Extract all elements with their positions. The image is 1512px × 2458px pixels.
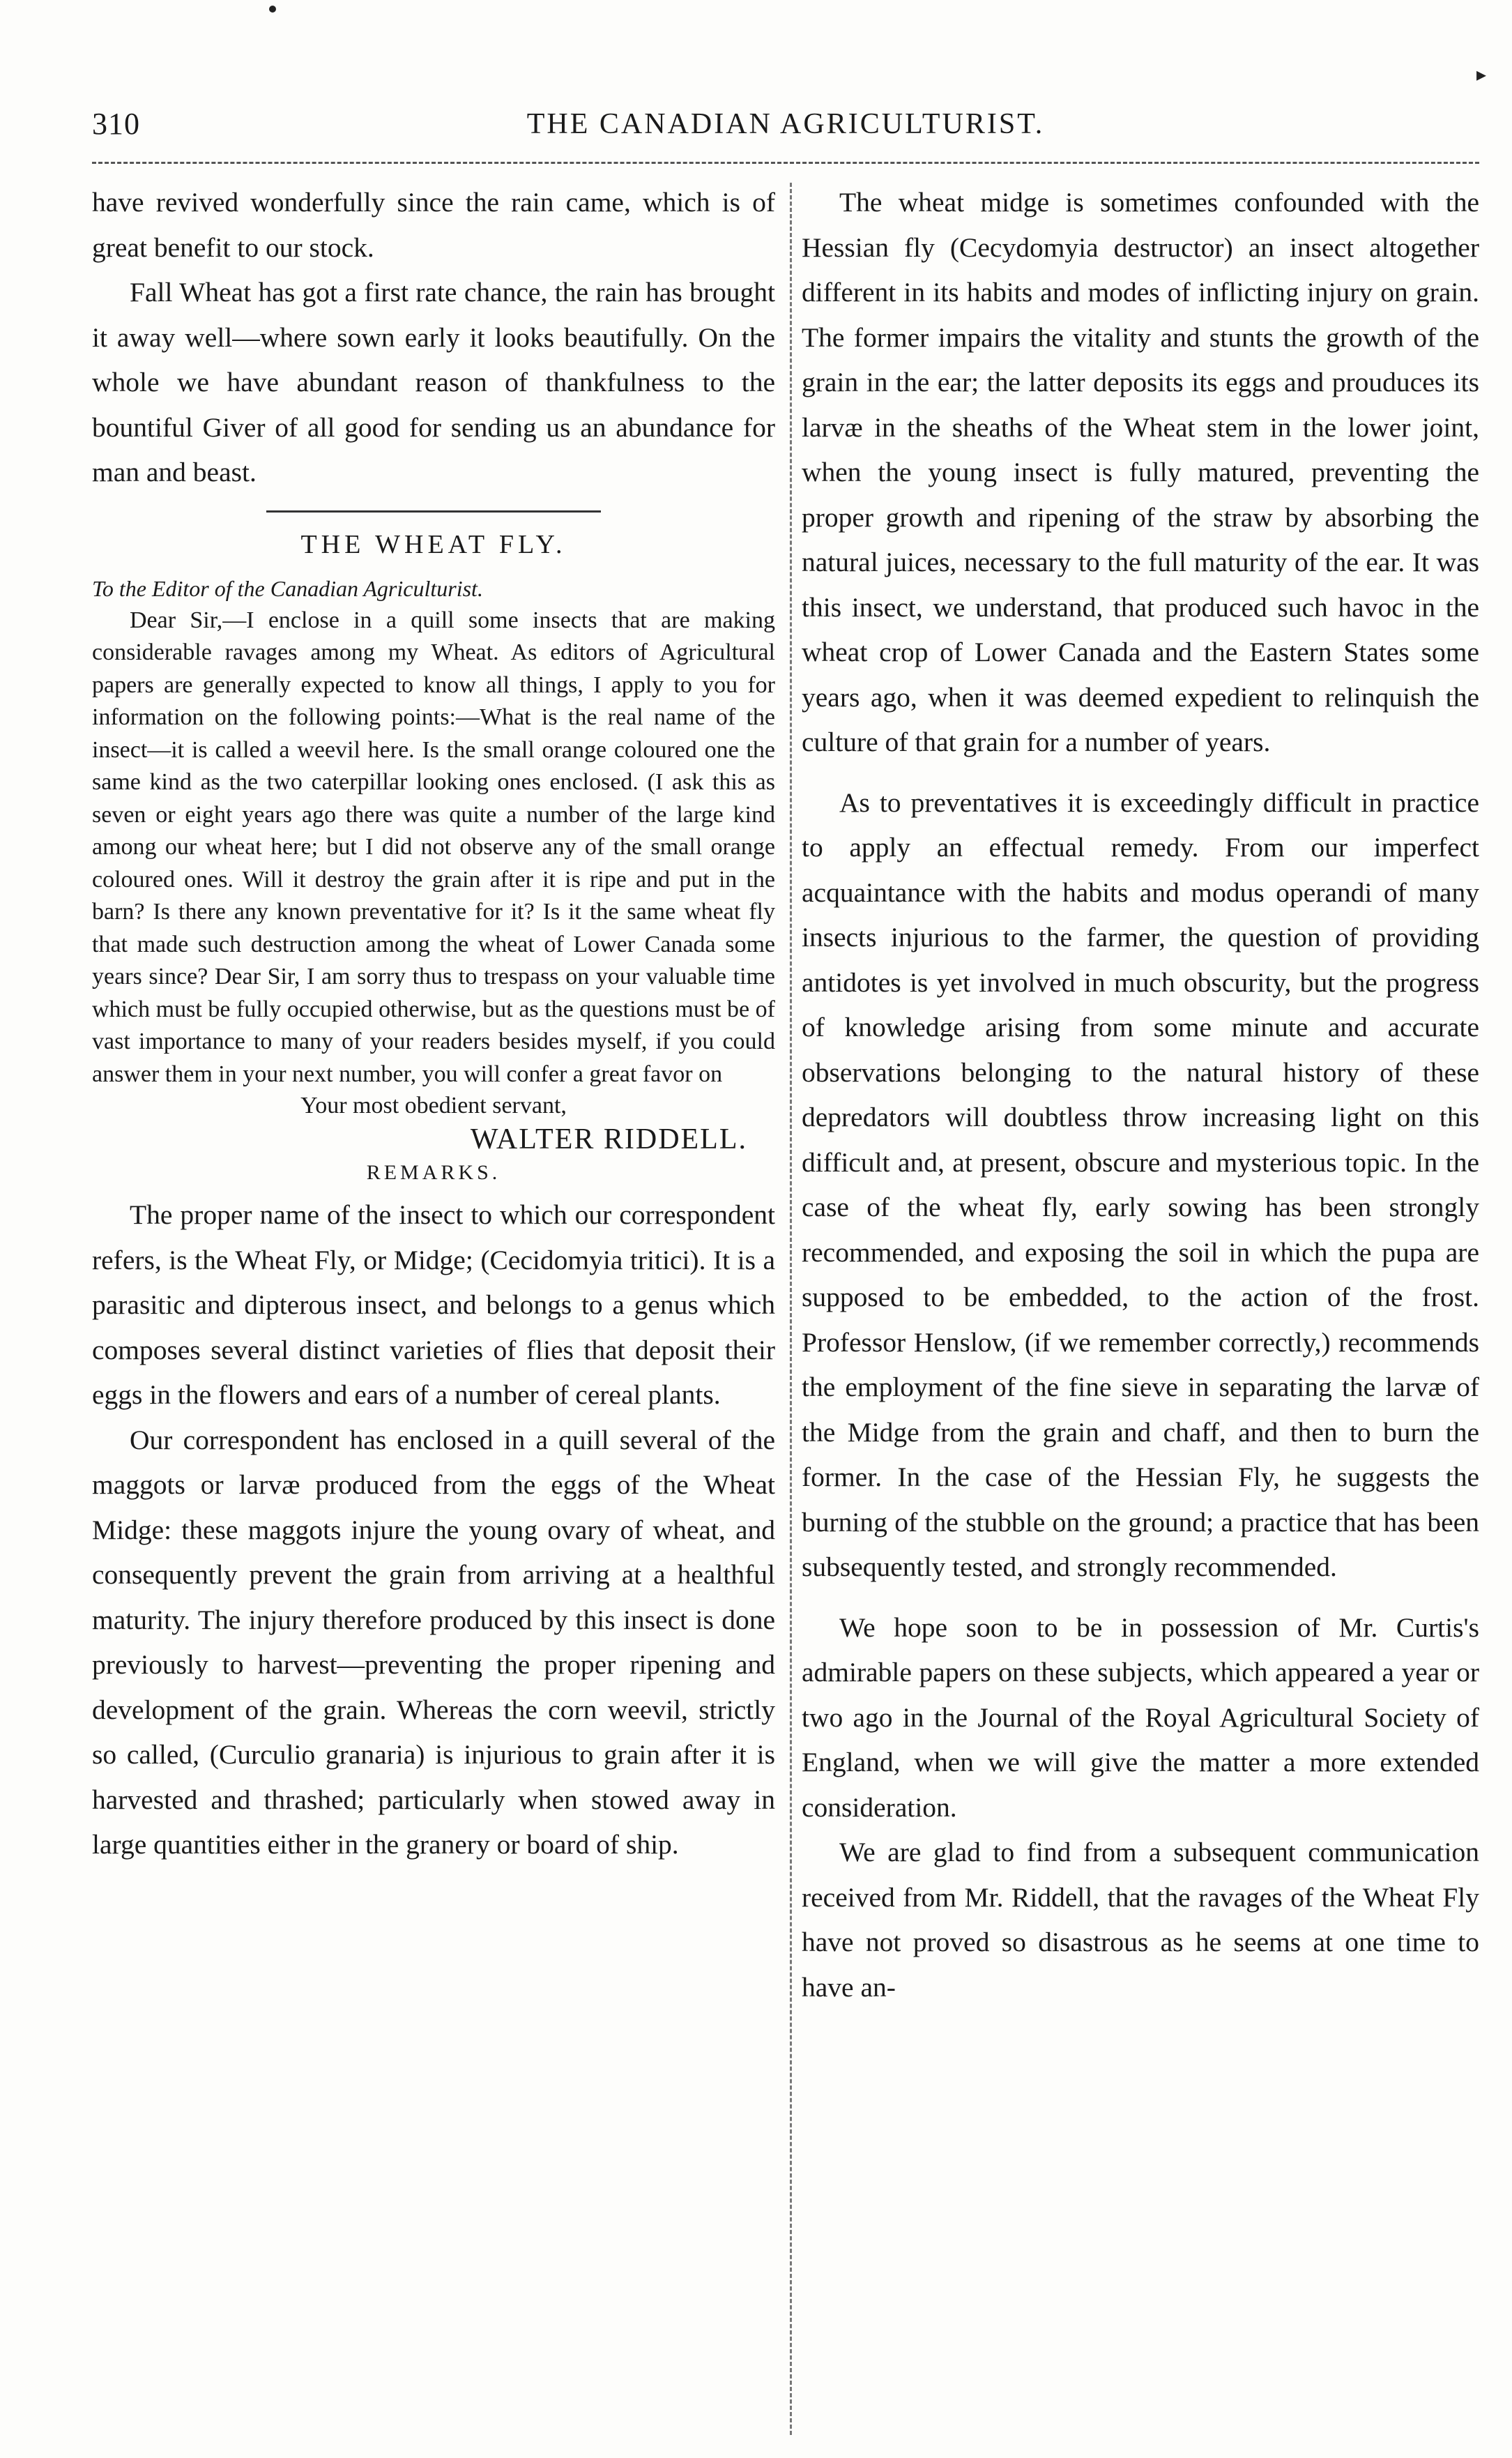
paragraph: have revived wonderfully since the rain came, which is of great benefit to our stock. xyxy=(92,187,775,263)
letter-signature: WALTER RIDDELL. xyxy=(470,1123,747,1155)
section-divider xyxy=(266,510,601,513)
page-header xyxy=(92,106,1479,155)
letter-body: Dear Sir,—I enclose in a quill some insects that are making considerable ravages among my Wheat. As editors of Agricultural papers are generally expected to know all things, I apply to you for information on the following points:—What is the real name of the insect—it is called a weevil here. Is the small orange coloured one the same kind as the two caterpillar looking ones enclosed. (I ask this as seven or eight years ago there was quite a number of the large kind among our wheat here; but I did not observe any of the small orange coloured ones. Will it destroy the grain after it is ripe and put in the barn? Is there any known preventative for it? Is it the same wheat fly that made such destruction among the wheat of Lower Canada some years since? Dear Sir, I am sorry thus to trespass on your valuable time which must be fully occupied otherwise, but as the questions must be of vast importance to many of your readers besides myself, if you could answer them in your next number, you will confer a great favor on xyxy=(92,607,775,1087)
paragraph: Fall Wheat has got a first rate chance, the rain has brought it away well—where sown early it looks beautifully. On the whole we have abundant reason of thankfulness to the bountiful Giver of all good for sending us an abundance for man and beast. xyxy=(92,277,775,487)
section-title: THE WHEAT FLY. xyxy=(300,529,567,559)
left-column xyxy=(92,180,775,1867)
running-head: THE CANADIAN AGRICULTURIST. xyxy=(526,108,1045,140)
ink-dot xyxy=(269,6,276,13)
paragraph: Our correspondent has enclosed in a quill several of the maggots or larvæ produced from the eggs of the Wheat Midge: these maggots injure the young ovary of wheat, and consequently prevent the grain from arriving at a healthful maturity. The injury therefore produced by this insect is done previously to harvest—preventing the proper ripening and development of the grain. Whereas the corn weevil, strictly so called, (Curculio granaria) is injurious to grain after it is harvested and thrashed; particularly when stowed away in large quantities either in the granery or board of ship. xyxy=(92,1424,775,1860)
letter-closing: Your most obedient servant, xyxy=(300,1093,567,1118)
letter-salutation: To the Editor of the Canadian Agriculturist. xyxy=(92,575,483,601)
paragraph: As to preventatives it is exceedingly difficult in practice to apply an effectual remedy. From our imperfect acquaintance with the habits and modus operandi of many insects injurious to the farmer, the question of providing antidotes is yet involved in much obscurity, but the progress of knowledge arising from some minute and accurate observations belonging to the natural history of these depredators will doubtless throw increasing light on this difficult and, at present, obscure and mysterious topic. In the case of the wheat fly, early sowing has been strongly recommended, and exposing the soil in which the pupa are supposed to be embedded, to the action of the frost. Professor Henslow, (if we remember correctly,) recommends the employment of the fine sieve in separating the larvæ of the Midge from the grain and chaff, and then to burn the former. In the case of the Hessian Fly, he suggests the burning of the stubble on the ground; a practice that has been subsequently tested, and strongly recommended. xyxy=(802,787,1479,1582)
paragraph: We are glad to find from a subsequent communication received from Mr. Riddell, that the ravages of the Wheat Fly have not proved so disastrous as he seems at one time to have an- xyxy=(802,1837,1479,2003)
remarks-heading: REMARKS. xyxy=(366,1161,501,1184)
page-arrow-icon: ▸ xyxy=(1476,64,1487,86)
paragraph-gap xyxy=(802,1590,1479,1605)
column-divider xyxy=(790,183,792,2435)
paragraph: We hope soon to be in possession of Mr. Curtis's admirable papers on these subjects, which appeared a year or two ago in the Journal of the Royal Agricultural Society of England, when we will give the matter a more extended consideration. xyxy=(802,1611,1479,1823)
header-rule xyxy=(92,162,1479,164)
paragraph: The proper name of the insect to which our correspondent refers, is the Wheat Fly, or Midge; (Cecidomyia tritici). It is a parasitic and dipterous insect, and belongs to a genus which composes several distinct varieties of flies that deposit their eggs in the flowers and ears of a number of cereal plants. xyxy=(92,1199,775,1410)
page-number: 310 xyxy=(92,107,140,141)
right-column xyxy=(802,180,1479,2010)
paragraph-gap xyxy=(802,765,1479,780)
paragraph: The wheat midge is sometimes confounded with the Hessian fly (Cecydomyia destructor) an insect altogether different in its habits and modes of inflicting injury on grain. The former impairs the vitality and stunts the growth of the grain in the ear; the latter deposits its eggs and prouduces its larvæ in the sheaths of the Wheat stem in the lower joint, when the young insect is fully matured, preventing the proper growth and ripening of the straw by absorbing the natural juices, necessary to the full maturity of the ear. It was this insect, we understand, that produced such havoc in the wheat crop of Lower Canada and the Eastern States some years ago, when it was deemed expedient to relinquish the culture of that grain for a number of years. xyxy=(802,187,1479,757)
